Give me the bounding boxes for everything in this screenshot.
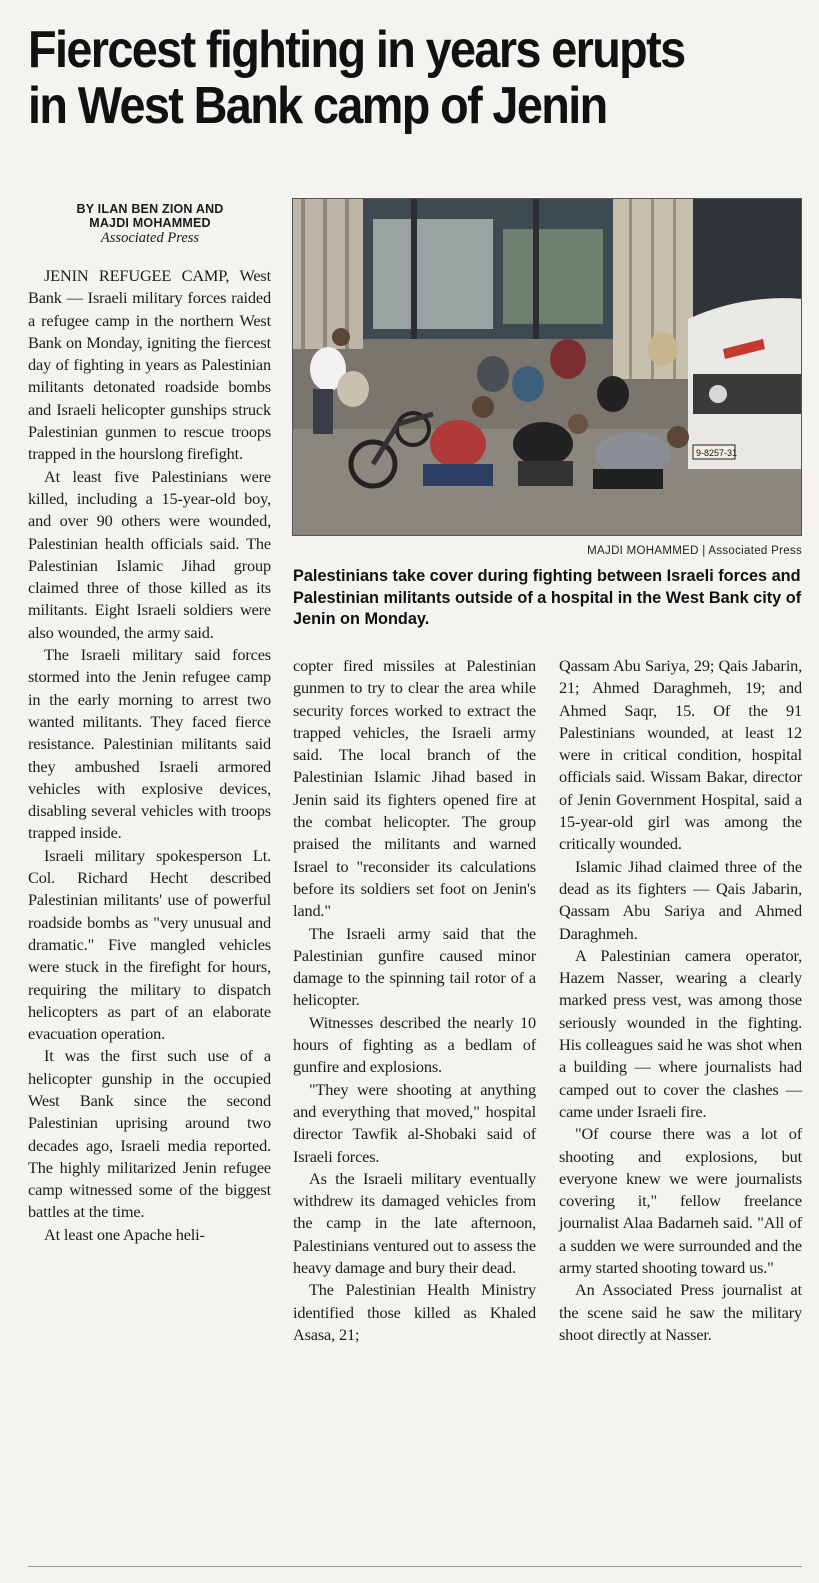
paragraph: Witnesses described the nearly 10 hours of fighting as a bedlam of gunfire and explosions. xyxy=(293,1012,536,1077)
article-column-1 xyxy=(28,265,271,1246)
paragraph: As the Israeli military eventually withdrew its damaged vehicles from the camp in the late afternoon, Palestinians ventured out to assess the heavy damage and bury their dead. xyxy=(293,1168,536,1278)
byline-agency: Associated Press xyxy=(100,230,200,246)
headline-line-1: Fiercest fighting in years erupts xyxy=(28,21,685,79)
bottom-divider xyxy=(28,1566,802,1567)
paragraph: "Of course there was a lot of shooting and explosions, but everyone knew we were journalists covering it," fellow freelance journalist Alaa Badarneh said. "All of a sudden we were surrounded and the army started shooting toward us." xyxy=(559,1124,802,1278)
headline xyxy=(28,22,730,134)
byline xyxy=(20,202,280,247)
paragraph: It was the first such use of a helicopter gunship in the occupied West Bank since the second Palestinian uprising around two decades ago, Israeli media reported. The highly militarized Jenin refugee camp witnessed some of the biggest battles at the time. xyxy=(28,1046,271,1222)
byline-authors-line-1: BY ILAN BEN ZION AND xyxy=(76,202,224,216)
paragraph: "They were shooting at anything and everything that moved," hospital director Tawfik al-Shobaki said of Israeli forces. xyxy=(293,1079,536,1166)
paragraph: The Palestinian Health Ministry identified those killed as Khaled Asasa, 21; xyxy=(293,1280,536,1344)
paragraph: Israeli military spokesperson Lt. Col. Richard Hecht described Palestinian militants' use of powerful roadside bombs as "very unusual and dramatic." Five mangled vehicles were stuck in the firefight for hours, requiring the military to dispatch helicopters as part of an elaborate evacuation operation. xyxy=(28,845,271,1044)
paragraph: Islamic Jihad claimed three of the dead as its fighters — Qais Jabarin, Qassam Abu Sariya and Ahmed Daraghmeh. xyxy=(559,856,802,943)
license-plate: 9-8257-31 xyxy=(696,448,738,458)
paragraph: A Palestinian camera operator, Hazem Nasser, wearing a clearly marked press vest, was among those seriously wounded in the fighting. His colleagues said he was shot when a building — where journalists had camped out to cover the clashes — came under Israeli fire. xyxy=(559,945,802,1121)
article-column-2 xyxy=(293,655,536,1346)
article-column-3 xyxy=(559,655,802,1346)
paragraph: The Israeli army said that the Palestinian gunfire caused minor damage to the spinning tail rotor of a helicopter. xyxy=(293,923,536,1010)
paragraph: The Israeli military said forces stormed into the Jenin refugee camp in the early morning to arrest two wanted militants. They faced fierce resistance. Palestinian militants said they ambushed Israeli armored vehicles with explosive devices, disabling several vehicles with troops trapped inside. xyxy=(28,645,271,843)
news-photo xyxy=(292,198,802,536)
paragraph: JENIN REFUGEE CAMP, West Bank — Israeli military forces raided a refugee camp in the northern West Bank on Monday, igniting the fiercest day of fighting in years as Palestinian militants detonated roadside bombs and Israeli helicopter gunships struck Palestinian gunmen to rescue troops trapped in the hourslong firefight. xyxy=(28,266,271,464)
photo-credit: MAJDI MOHAMMED | Associated Press xyxy=(587,545,802,557)
paragraph: Qassam Abu Sariya, 29; Qais Jabarin, 21; Ahmed Daraghmeh, 19; and Ahmed Saqr, 15. Of the 91 Palestinians wounded, at least 12 were in critical condition, hospital officials said. Wissam Bakar, director of Jenin Government Hospital, said a 15-year-old girl was among the critically wounded. xyxy=(559,656,802,854)
photo-caption: Palestinians take cover during fighting between Israeli forces and Palestinian militants outside of a hospital in the West Bank city of Jenin on Monday. xyxy=(293,567,802,628)
paragraph: copter fired missiles at Palestinian gunmen to try to clear the area while security forces worked to extract the trapped vehicles, the Israeli army said. The local branch of the Palestinian Islamic Jihad based in Jenin said its fighters opened fire at the combat helicopter. The group praised the militants and warned Israel to "reconsider its calculations before its soldiers set foot on Jenin's land." xyxy=(293,656,536,921)
paragraph: An Associated Press journalist at the scene said he saw the military shoot directly at Nasser. xyxy=(559,1280,802,1344)
headline-line-2: in West Bank camp of Jenin xyxy=(28,77,607,135)
photo-scene-illustration xyxy=(293,199,802,536)
byline-authors-line-2: MAJDI MOHAMMED xyxy=(89,216,211,230)
paragraph: At least five Palestinians were killed, including a 15-year-old boy, and over 90 others were wounded, Palestinian health officials said. The Palestinian Islamic Jihad group claimed three of those killed as its militants. Eight Israeli soldiers were also wounded, the army said. xyxy=(28,466,271,642)
paragraph: At least one Apache heli- xyxy=(44,1224,205,1244)
